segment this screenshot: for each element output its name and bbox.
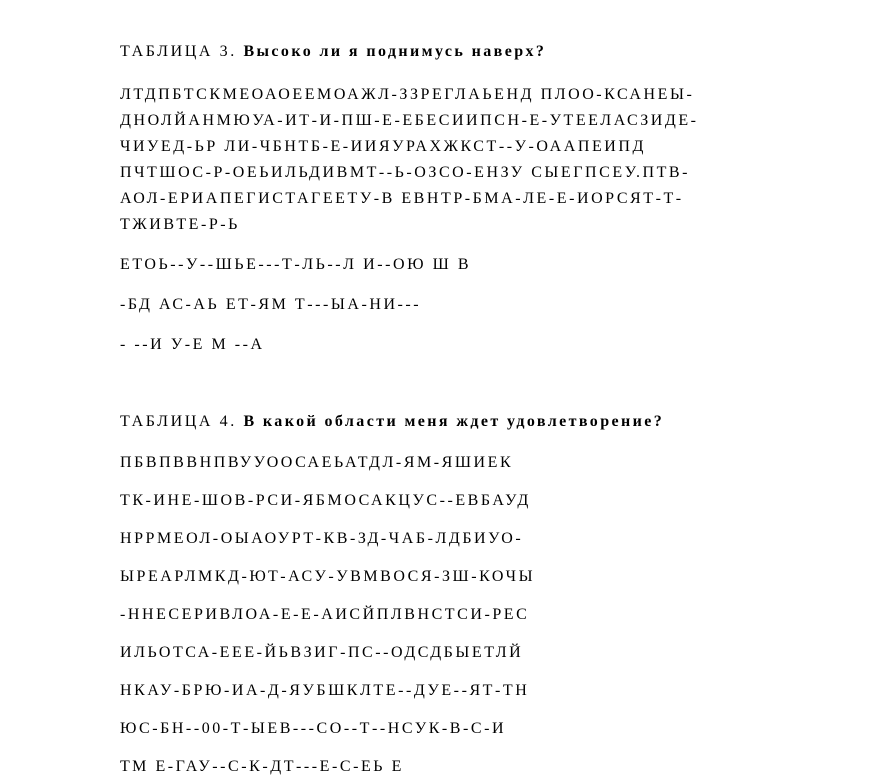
table-3-section [120, 40, 820, 358]
table-4-line: НРРМЕОЛ-ОЫАОУРТ-КВ-ЗД-ЧАБ-ЛДБИУО- [120, 530, 524, 547]
table-3-line: ЕТОЬ--У--ШЬЕ---Т-ЛЬ--Л И--ОЮ Ш В [120, 256, 472, 273]
table-4-line: ЫРЕАРЛМКД-ЮТ-АСУ-УВМВОСЯ-ЗШ-КОЧЫ [120, 568, 536, 585]
table-3-paragraph-line: ПЧТШОС-Р-ОЕЬИЛЬДИВМТ--Ь-ОЗСО-ЕНЗУ СЫЕГПСЕУ.ПТВ- [120, 164, 691, 181]
table-3-heading [120, 40, 820, 64]
table-4-line: -ННЕСЕРИВЛОА-Е-Е-АИСЙПЛВНСТСИ-РЕС [120, 606, 530, 623]
table-4-line: ИЛЬОТСА-ЕЕЕ-ЙЬВЗИГ-ПС--ОДСДБЫЕТЛЙ [120, 644, 524, 661]
table-3-paragraph-line: ЛТДПБТСКМЕОАОЕЕМОАЖЛ-ЗЗРЕГЛАЬЕНД ПЛОО-КСАНЕЫ- [120, 86, 695, 103]
table-3-paragraph-line: ДНОЛЙАНМЮУА-ИТ-И-ПШ-Е-ЕБЕСИИПСН-Е-УТЕЕЛАСЗИДЕ- [120, 112, 699, 129]
table-3-line: - --И У-Е М --А [120, 336, 265, 353]
table-3-line: -БД АС-АЬ ЕТ-ЯМ Т---ЫА-НИ--- [120, 296, 422, 313]
table-3-question: Высоко ли я поднимусь наверх? [243, 43, 547, 60]
table-3-paragraph-line: ЧИУЕД-ЬР ЛИ-ЧБНТБ-Е-ИИЯУРАХЖКСТ--У-ОААПЕИПД [120, 138, 646, 155]
table-4-section [120, 410, 820, 780]
document-page [120, 40, 820, 780]
table-4-label: ТАБЛИЦА 4. [120, 413, 237, 430]
table-4-heading [120, 410, 820, 434]
table-3-label: ТАБЛИЦА 3. [120, 43, 237, 60]
table-4-line: ТК-ИНЕ-ШОВ-РСИ-ЯБМОСАКЦУС--ЕВБАУД [120, 492, 531, 509]
table-4-line: ПБВПВВНПВУУООСАЕЬАТДЛ-ЯМ-ЯШИЕК [120, 454, 514, 471]
table-3-paragraph-line: ТЖИВТЕ-Р-Ь [120, 216, 240, 233]
table-4-question: В какой области меня ждет удовлетворение? [243, 413, 665, 430]
table-3-paragraph [120, 82, 820, 238]
table-4-line: ЮС-БН--00-Т-ЫЕВ---СО--Т--НСУК-В-С-И [120, 720, 507, 737]
table-4-line: ТМ Е-ГАУ--С-К-ДТ---Е-С-ЕЬ Е [120, 758, 404, 775]
table-4-line: НКАУ-БРЮ-ИА-Д-ЯУБШКЛТЕ--ДУЕ--ЯТ-ТН [120, 682, 530, 699]
table-3-paragraph-line: АОЛ-ЕРИАПЕГИСТАГЕЕТУ-В ЕВНТР-БМА-ЛЕ-Е-ИОРСЯТ-Т- [120, 190, 684, 207]
